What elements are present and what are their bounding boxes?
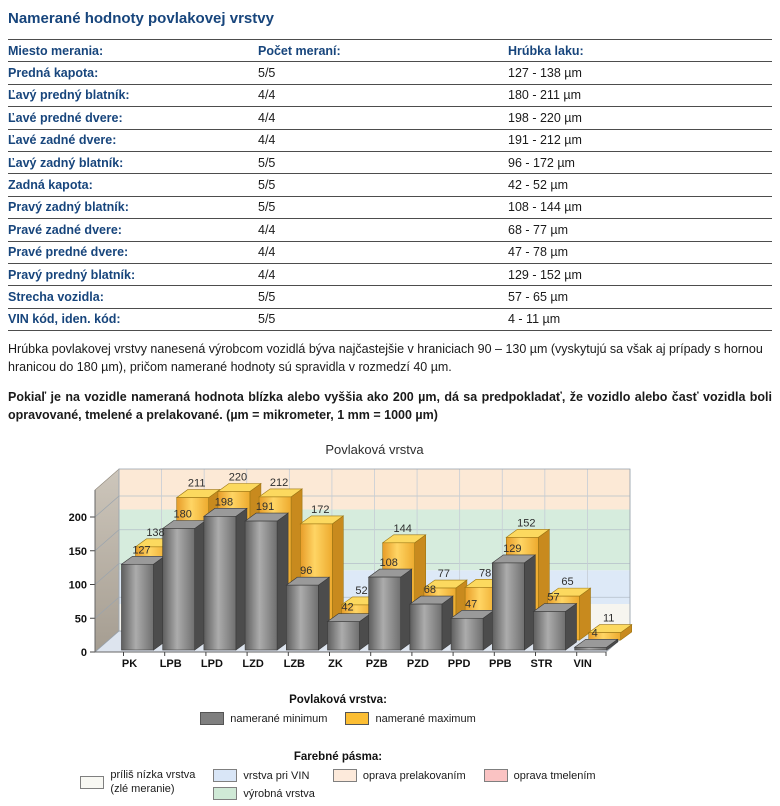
row-place: Ľavý zadný blatník:: [8, 155, 124, 170]
row-count: 5/5: [258, 289, 276, 304]
bar-min-LPB-front: [163, 529, 195, 651]
y-tick-label: 100: [68, 579, 87, 592]
row-count: 5/5: [258, 155, 276, 170]
bands-legend-heading: Farebné pásma:: [293, 751, 383, 764]
row-place: VIN kód, iden. kód:: [8, 312, 121, 327]
bar-min-LPD-front: [204, 516, 236, 650]
value-min-PPD: 47: [464, 598, 478, 611]
value-min-ZK: 42: [341, 601, 354, 614]
row-range: 198 - 220 µm: [508, 110, 582, 125]
value-max-STR: 65: [561, 576, 574, 589]
table-header-row: [8, 40, 772, 62]
table-row: [8, 264, 772, 286]
coating-chart-svg: [60, 436, 720, 668]
row-count: 4/4: [258, 110, 276, 125]
table-row: [8, 286, 772, 308]
row-range: 108 - 144 µm: [508, 200, 582, 215]
legend-item-repaint: [333, 769, 466, 782]
minimum-swatch: [200, 712, 224, 725]
row-place: Pravý zadný blatník:: [8, 200, 129, 215]
value-min-PZD: 68: [423, 584, 437, 597]
legend-col-vin-prod: [213, 769, 315, 800]
bar-min-LZD-front: [245, 521, 277, 650]
category-label-LPB: LPB: [159, 658, 182, 669]
row-place: Zadná kapota:: [8, 178, 93, 193]
chart-title: Povlaková vrstva: [325, 442, 424, 458]
repaint-swatch: [333, 769, 357, 782]
legend-item-too-low: [80, 769, 195, 797]
series-legend-row: [8, 712, 668, 725]
row-place: Strecha vozidla:: [8, 289, 104, 304]
maximum-swatch: [345, 712, 369, 725]
table-row: [8, 197, 772, 219]
row-place: Pravý predný blatník:: [8, 267, 136, 282]
row-range: 57 - 65 µm: [508, 289, 569, 304]
value-max-PPD: 78: [478, 567, 492, 580]
series-legend-heading: Povlaková vrstva:: [289, 694, 387, 707]
table-row: [8, 130, 772, 152]
value-max-PZD: 77: [437, 568, 451, 581]
value-max-PK: 138: [146, 526, 165, 539]
category-label-PK: PK: [121, 658, 138, 669]
info-paragraph: Hrúbka povlakovej vrstvy nanesená výrobcom vozidlá býva najčastejšie v hraniciach 90 – 130 µm (vyskytujú sa však aj prípady s hornou hranicou do 180 µm), pričom namerané hodnoty sú spravidla v rozmedzí 40 µm.: [8, 342, 763, 374]
row-count: 4/4: [258, 88, 276, 103]
table-row: [8, 152, 772, 174]
value-min-PPB: 129: [503, 543, 522, 556]
category-label-STR: STR: [530, 658, 553, 669]
row-count: 4/4: [258, 267, 276, 282]
value-min-LPD: 198: [214, 496, 234, 509]
row-range: 180 - 211 µm: [508, 88, 581, 103]
chart-left-wall: [95, 469, 119, 652]
y-tick-label: 0: [80, 647, 87, 660]
y-tick-label: 50: [74, 613, 87, 626]
bands-legend: [8, 751, 668, 800]
row-place: Pravé predné dvere:: [8, 245, 129, 260]
col-header-range: Hrúbka laku:: [508, 43, 584, 58]
value-max-PPB: 152: [517, 517, 536, 530]
legend-item-vin-layer: [213, 769, 309, 782]
value-min-PZB: 108: [379, 557, 398, 570]
series-legend-label: namerané minimum: [230, 712, 328, 725]
value-min-STR: 57: [547, 591, 560, 604]
bar-min-PPB-front: [492, 563, 524, 650]
bar-min-PPD-front: [451, 618, 483, 650]
y-tick-label: 200: [68, 512, 87, 525]
y-tick-label: 150: [68, 545, 87, 558]
table-row: [8, 174, 772, 196]
category-label-LZB: LZB: [283, 658, 305, 669]
warning-paragraph: Pokiaľ je na vozidle nameraná hodnota blízka alebo vyššia ako 200 µm, dá sa predpokladať, že vozidlo alebo časť vozidla boli opravované, tmelené a prelakované. (µm = mikrometer, 1 mm = 1000 µm): [8, 390, 772, 422]
row-count: 4/4: [258, 133, 276, 148]
value-max-VIN: 11: [602, 612, 615, 625]
value-max-LZB: 172: [311, 503, 330, 516]
col-header-place: Miesto merania:: [8, 43, 104, 58]
value-max-PZB: 144: [393, 522, 412, 535]
table-row: [8, 219, 772, 241]
too-low-label: príliš nízka vrstva (zlé meranie): [110, 769, 196, 795]
value-min-LPB: 180: [173, 508, 192, 521]
bar-min-LZB-front: [286, 585, 318, 650]
row-place: Ľavé zadné dvere:: [8, 133, 117, 148]
too-low-swatch: [80, 776, 104, 789]
category-label-LPD: LPD: [200, 658, 223, 669]
value-min-LZD: 191: [255, 501, 275, 514]
factory-layer-label: výrobná vrstva: [243, 787, 315, 800]
row-range: 42 - 52 µm: [508, 178, 569, 193]
bar-min-PZB-front: [369, 577, 401, 650]
category-label-LZD: LZD: [242, 658, 264, 669]
row-place: Pravé zadné dvere:: [8, 222, 122, 237]
table-row: [8, 242, 772, 264]
row-range: 127 - 138 µm: [508, 66, 582, 81]
category-label-PZD: PZD: [406, 658, 429, 669]
bar-min-ZK-front: [328, 622, 360, 650]
putty-label: oprava tmelením: [513, 769, 596, 782]
bar-min-PZD-front: [410, 604, 442, 650]
vin-layer-label: vrstva pri VIN: [243, 769, 310, 782]
vin-layer-swatch: [213, 769, 237, 782]
row-range: 129 - 152 µm: [508, 267, 582, 282]
factory-layer-swatch: [213, 787, 237, 800]
bar-min-STR-front: [534, 612, 566, 650]
category-label-PPB: PPB: [488, 658, 512, 669]
series-legend-item: [200, 712, 327, 725]
row-count: 5/5: [258, 66, 276, 81]
value-min-VIN: 4: [591, 627, 598, 640]
series-legend-label: namerané maximum: [375, 712, 476, 725]
value-max-LPD: 220: [228, 471, 248, 484]
page-title: Namerané hodnoty povlakovej vrstvy: [8, 10, 274, 27]
category-label-VIN: VIN: [573, 658, 592, 669]
table-row: [8, 85, 772, 107]
value-min-PK: 127: [132, 544, 151, 557]
value-min-LZB: 96: [300, 565, 313, 578]
row-count: 4/4: [258, 222, 276, 237]
putty-swatch: [484, 769, 508, 782]
bar-min-PK-front: [122, 564, 154, 650]
row-place: Ľavé predné dvere:: [8, 110, 123, 125]
legend-item-factory-layer: [213, 787, 315, 800]
row-place: Predná kapota:: [8, 66, 99, 81]
table-row: [8, 309, 772, 331]
measurement-table: [8, 39, 772, 331]
table-row: [8, 107, 772, 129]
row-count: 5/5: [258, 178, 276, 193]
bar-min-VIN-front: [575, 647, 607, 650]
series-legend: [8, 694, 668, 725]
row-range: 47 - 78 µm: [508, 245, 569, 260]
bands-legend-row: [8, 769, 668, 800]
row-place: Ľavý predný blatník:: [8, 88, 130, 103]
value-max-LPB: 211: [187, 477, 206, 490]
category-label-ZK: ZK: [328, 658, 343, 669]
row-count: 5/5: [258, 312, 276, 327]
series-legend-item: [345, 712, 475, 725]
coating-chart: [8, 436, 772, 668]
row-count: 4/4: [258, 245, 276, 260]
value-max-ZK: 52: [355, 584, 368, 597]
legend-item-putty: [484, 769, 596, 782]
row-range: 4 - 11 µm: [508, 312, 561, 327]
row-range: 96 - 172 µm: [508, 155, 575, 170]
row-count: 5/5: [258, 200, 276, 215]
row-range: 191 - 212 µm: [508, 133, 582, 148]
category-label-PPD: PPD: [447, 658, 471, 669]
category-label-PZB: PZB: [365, 658, 388, 669]
repaint-label: oprava prelakovaním: [362, 769, 466, 782]
col-header-count: Počet meraní:: [258, 43, 341, 58]
value-max-LZD: 212: [269, 476, 289, 489]
row-range: 68 - 77 µm: [508, 222, 569, 237]
table-row: [8, 62, 772, 84]
